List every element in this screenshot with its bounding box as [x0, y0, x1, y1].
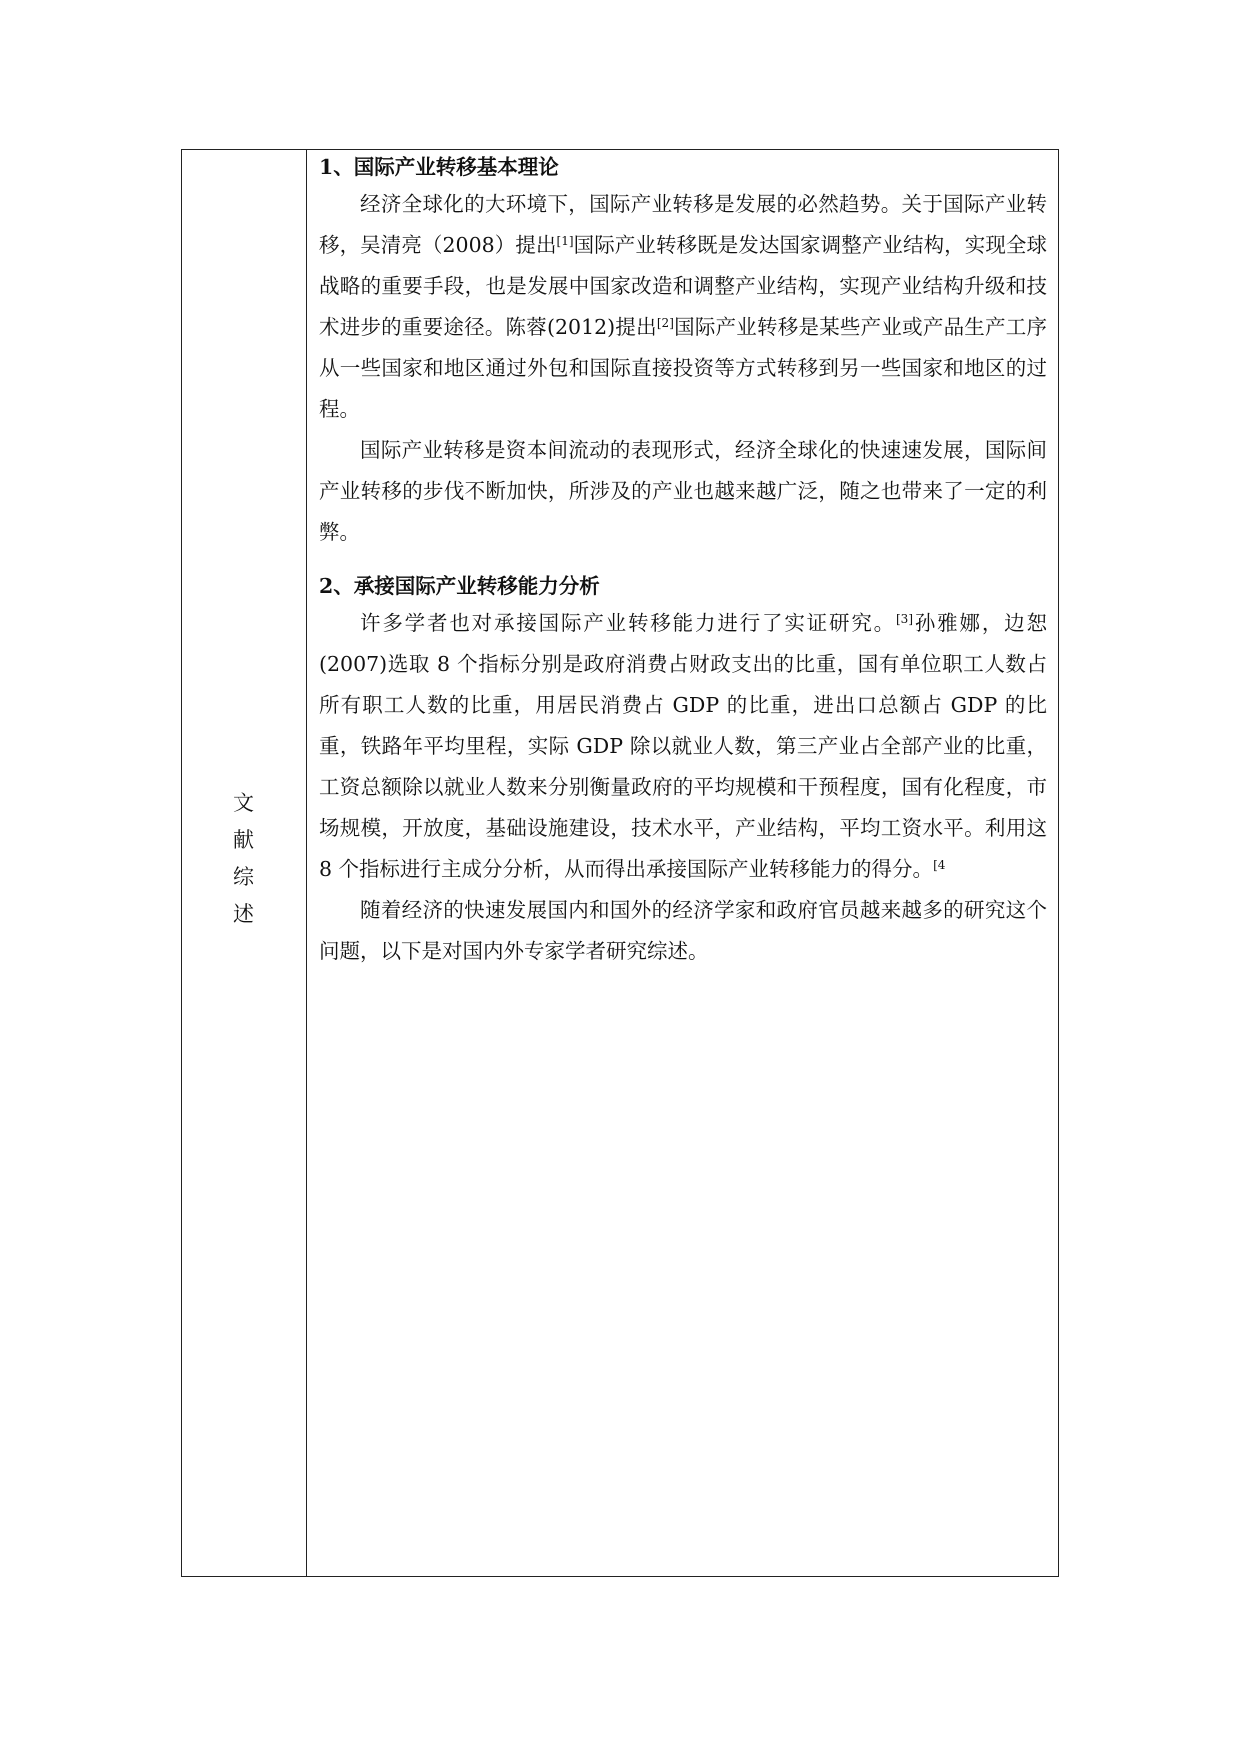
section-2-paragraph-1 [319, 603, 1047, 890]
citation-ref-2: [2] [656, 316, 674, 330]
text: 国际产业转移是某些产业或产品生产工序从一些国家和地区通过外包和国际直接投资等方式转移到另一些国家和地区的过程。 [319, 315, 1047, 421]
text: 国际产业转移既是发达国家调整产业结构，实现全球战略的重要手段，也是发展中国家改造和调整产业结构，实现产业结构升级和技术进步的重要途径。陈蓉(2012)提出 [319, 233, 1048, 339]
label-char: 献 [233, 828, 254, 852]
text: 经济全球化的大环境下，国际产业转移是发展的必然趋势。关于国际产业转移，吴清亮（2008）提出 [319, 192, 1047, 257]
label-char: 述 [233, 902, 254, 926]
column-divider [306, 149, 307, 1577]
section-1-paragraph-2: 国际产业转移是资本间流动的表现形式，经济全球化的快速速发展，国际间产业转移的步伐不断加快，所涉及的产业也越来越广泛，随之也带来了一定的利弊。 [319, 438, 1047, 544]
citation-ref-1: [1] [556, 234, 574, 248]
text: 许多学者也对承接国际产业转移能力进行了实证研究。 [360, 611, 896, 635]
label-char: 文 [233, 791, 254, 815]
citation-ref-4: [4 [933, 858, 946, 872]
section-1-paragraph-1 [319, 184, 1047, 430]
label-char: 综 [233, 865, 254, 889]
section-1-heading: 1、国际产业转移基本理论 [319, 155, 559, 179]
citation-ref-3: [3] [896, 612, 913, 626]
text: 孙雅娜，边恕(2007)选取 8 个指标分别是政府消费占财政支出的比重，国有单位职工人数占所有职工人数的比重，用居民消费占 GDP 的比重，进出口总额占 GDP 的比重，铁路年平均里程，实际 GDP 除以就业人数，第三产业占全部产业的比重，工资总额除以就业人数来分别衡量政府的平均规模和干预程度，国有化程度，市场规模，开放度，基础设施建设，技术水平，产业结构，平均工资水平。利用这 8 个指标进行主成分分析，从而得出承接国际产业转移能力的得分。 [319, 611, 1047, 881]
row-label-literature-review [181, 785, 306, 933]
review-content [319, 150, 1047, 972]
section-2-paragraph-2: 随着经济的快速发展国内和国外的经济学家和政府官员越来越多的研究这个问题，以下是对国内外专家学者研究综述。 [319, 898, 1047, 963]
section-2-heading: 2、承接国际产业转移能力分析 [319, 574, 600, 598]
